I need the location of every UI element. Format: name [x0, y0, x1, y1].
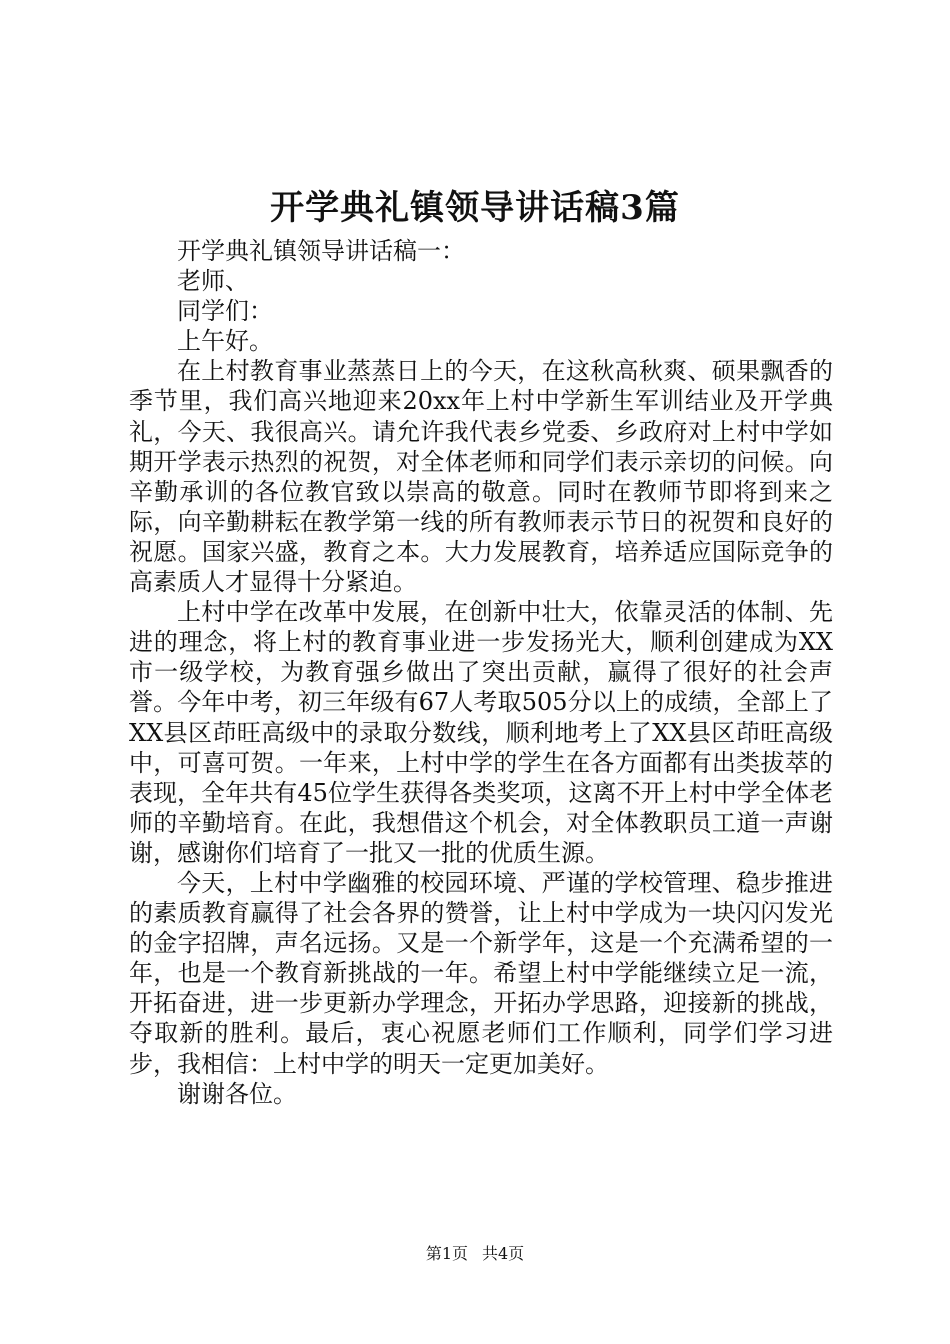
greeting: 上午好。: [177, 327, 273, 356]
body-paragraph: 今天，上村中学幽雅的校园环境、严谨的学校管理、稳步推进的素质教育赢得了社会各界的赞誉，让上村中学成为一块闪闪发光的金字招牌，声名远扬。又是一个新学年，这是一个充满希望的一年，也是一个教育新挑战的一年。希望上村中学能继续立足一流，开拓奋进，进一步更新办学理念，开拓办学思路，迎接新的挑战，夺取新的胜利。最后，衷心祝愿老师们工作顺利，同学们学习进步，我相信：上村中学的明天一定更加美好。: [129, 868, 833, 1078]
closing-line: 谢谢各位。: [177, 1079, 297, 1108]
page-footer: [0, 1242, 950, 1266]
body-paragraph: 上村中学在改革中发展，在创新中壮大，依靠灵活的体制、先进的理念，将上村的教育事业进一步发扬光大，顺利创建成为XX市一级学校，为教育强乡做出了突出贡献，赢得了很好的社会声誉。今年中考，初三年级有67人考取505分以上的成绩，全部上了XX县区茚旺高级中的录取分数线，顺利地考上了XX县区茚旺高级中，可喜可贺。一年来，上村中学的学生在各方面都有出类拔萃的表现，全年共有45位学生获得各类奖项，这离不开上村中学全体老师的辛勤培育。在此，我想借这个机会，对全体教职员工道一声谢谢，感谢你们培育了一批又一批的优质生源。: [129, 598, 833, 867]
salutation-teachers: 老师、: [177, 267, 249, 296]
page-total: 共4页: [482, 1244, 525, 1263]
salutation-heading: 开学典礼镇领导讲话稿一：: [177, 237, 465, 265]
document-title: 开学典礼镇领导讲话稿3篇: [270, 188, 680, 228]
salutation-students: 同学们：: [177, 297, 273, 326]
body-paragraph: 在上村教育事业蒸蒸日上的今天，在这秋高秋爽、硕果飘香的季节里，我们高兴地迎来20xx年上村中学新生军训结业及开学典礼，今天、我很高兴。请允许我代表乡党委、乡政府对上村中学如期开学表示热烈的祝贺，对全体老师和同学们表示亲切的问候。向辛勤承训的各位教官致以崇高的敬意。同时在教师节即将到来之际，向辛勤耕耘在教学第一线的所有教师表示节日的祝贺和良好的祝愿。国家兴盛，教育之本。大力发展教育，培养适应国际竞争的高素质人才显得十分紧迫。: [129, 357, 833, 597]
document-body: [129, 236, 833, 1109]
page-number: 第1页: [425, 1244, 468, 1263]
